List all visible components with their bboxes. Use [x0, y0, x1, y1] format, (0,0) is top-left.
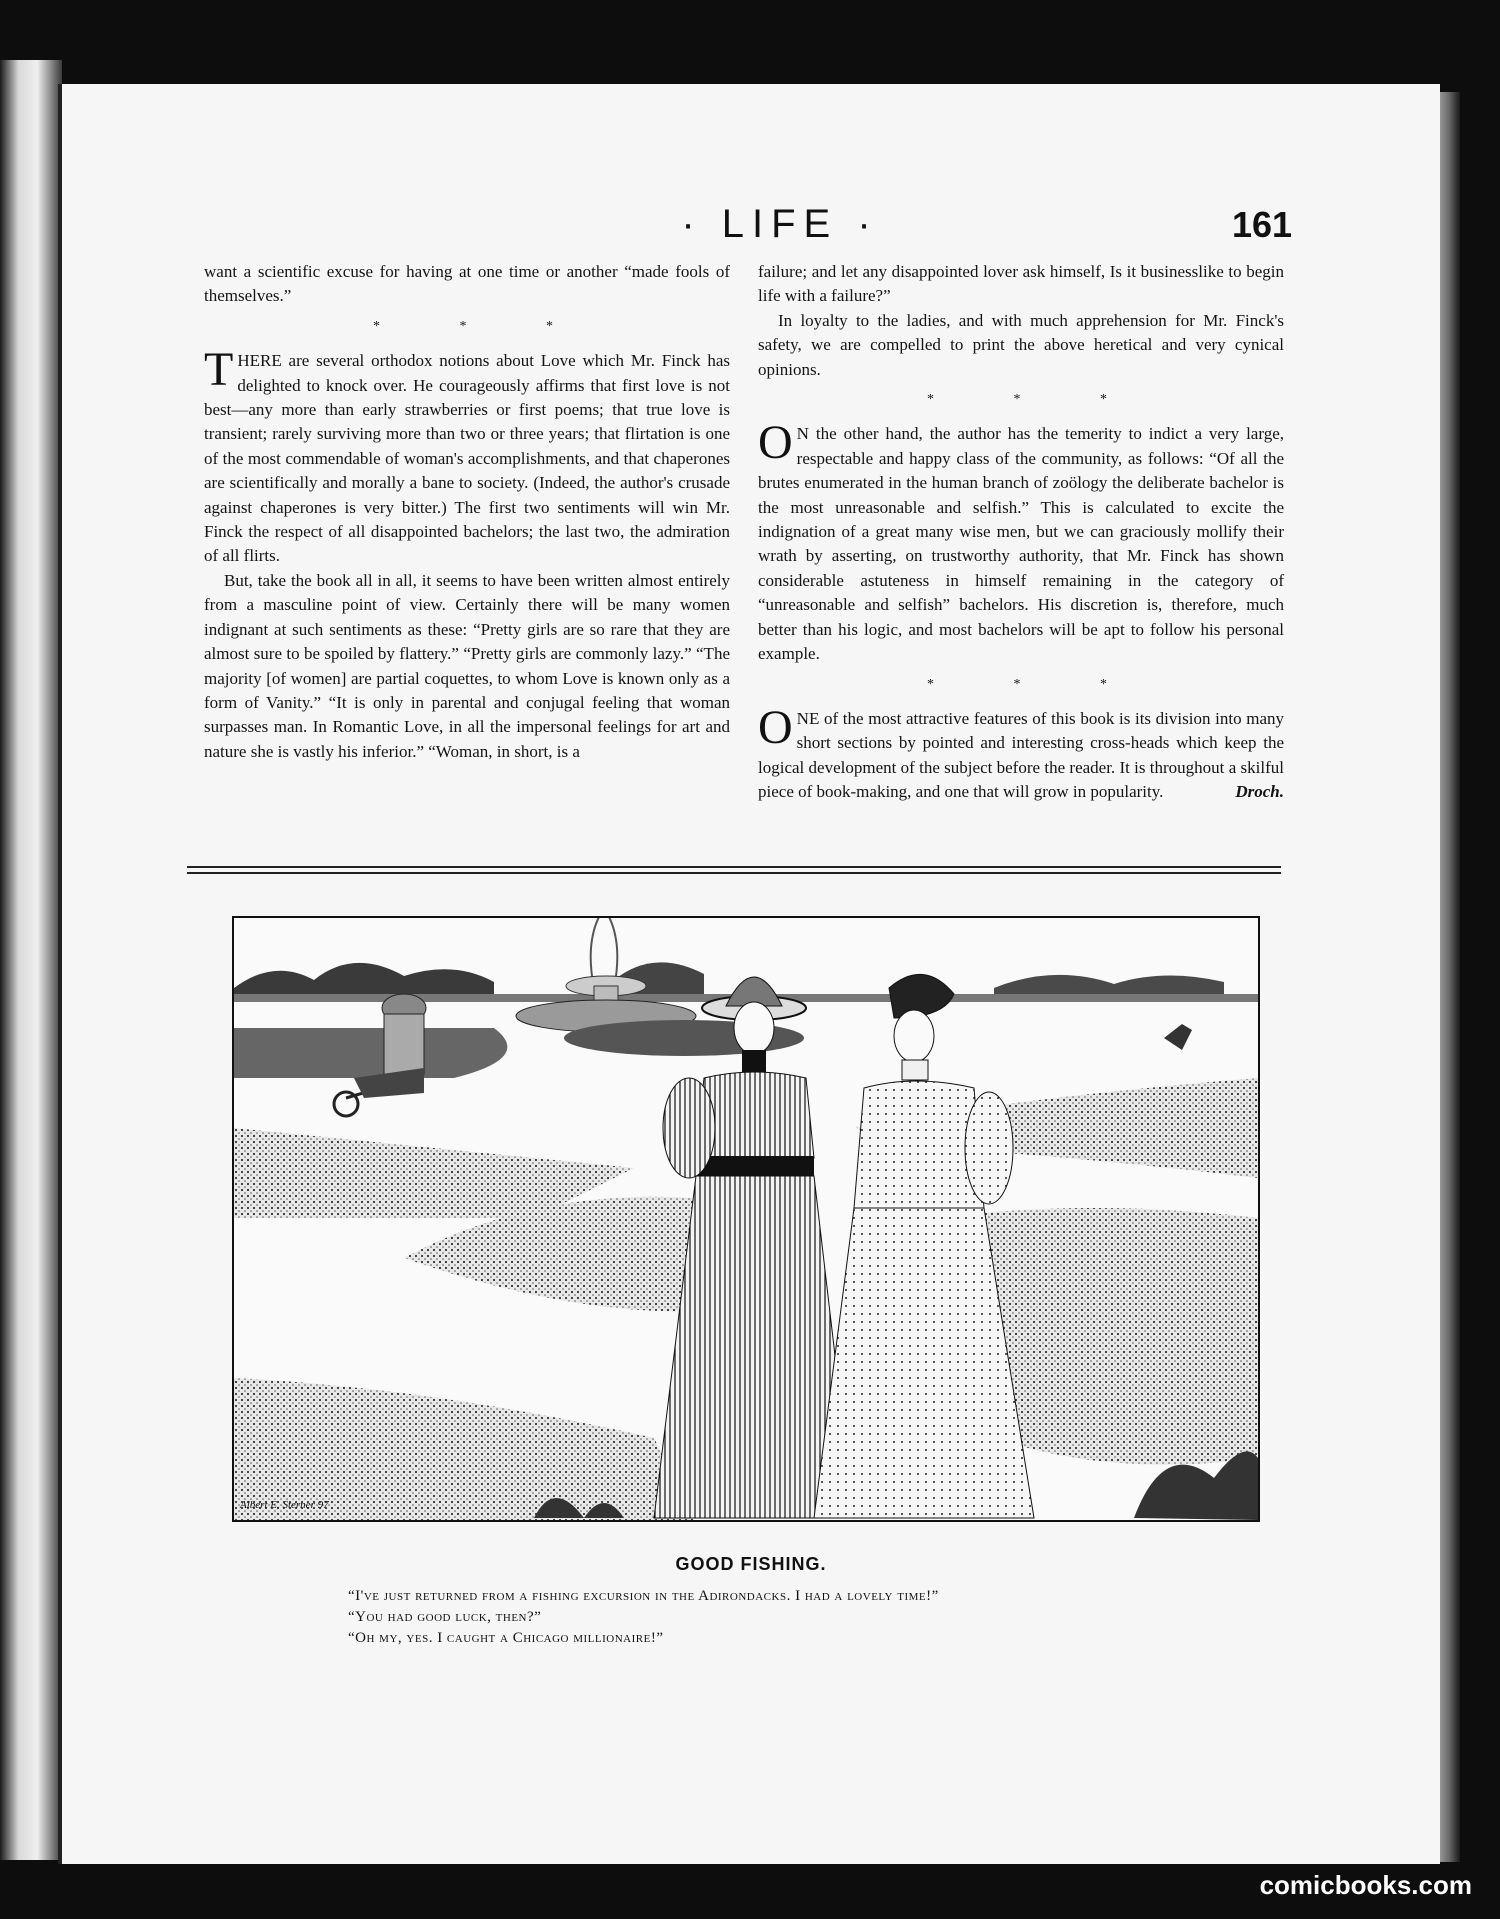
paragraph: In loyalty to the ladies, and with much apprehension for Mr. Finck's safety, we are compelled to print the above heretical and very cynical opinions. [758, 310, 1284, 379]
paragraph-text: NE of the most attractive features of this book is its division into many short sections by pointed and interesting cross-heads which keep the logical development of the subject before the reader. It is throughout a skilful piece of book-making, and one that will grow in popularity. [758, 708, 1284, 802]
magazine-page [58, 84, 1440, 1864]
section-dots: * * * [373, 318, 591, 334]
dialogue-line: “I've just returned from a fishing excursion in the Adirondacks. I had a lovely time!” [348, 1588, 939, 1604]
author-signature: Droch. [1235, 782, 1284, 802]
site-watermark: comicbooks.com [1259, 1870, 1472, 1900]
left-column [204, 260, 730, 764]
double-rule-top [187, 866, 1281, 868]
section-dots: * * * [927, 392, 1145, 408]
page-header [62, 202, 1440, 262]
paragraph: want a scientific excuse for having at one time or another “made fools of themselves.” [204, 262, 730, 306]
cartoon-dialogue [348, 1586, 1248, 1649]
paragraph-text: N the other hand, the author has the temerity to indict a very large, respectable and happy class of the community, as follows: “Of all the brutes enumerated in the human branch of zoölogy the deliberate bachelor is the most unreasonable and selfish.” This is calculated to excite the indignation of a great many wise men, but we can graciously mollify their wrath by asserting, on trustworthy authority, that Mr. Finck has shown considerable astuteness in himself remaining in the category of “unreasonable and selfish” bachelors. His discretion is, therefore, much better than his logic, and most bachelors will be apt to follow his personal example. [758, 424, 1284, 664]
paragraph [758, 416, 1284, 666]
dialogue-line: “You had good luck, then?” [348, 1609, 542, 1625]
artist-signature: Albert E. Sterner 97 [240, 1499, 329, 1511]
dialogue-line: “Oh my, yes. I caught a Chicago millionaire!” [348, 1630, 664, 1646]
paragraph: But, take the book all in all, it seems to have been written almost entirely from a masculine point of view. Certainly there will be many women indignant at such sentiments as these: “Pretty girls are so rare that they are almost sure to be spoiled by flattery.” “Pretty girls are commonly lazy.” “The majority [of women] are partial coquettes, to whom Love is known only as a form of Vanity.” “It is only in parental and conjugal feeling that woman surpasses man. In Romantic Love, in all the impersonal feelings for art and nature she is vastly his inferior.” “Woman, in short, is a [204, 570, 730, 761]
paragraph: failure; and let any disappointed lover ask himself, Is it businesslike to begin life with a failure?” [758, 262, 1284, 306]
paragraph [204, 343, 730, 569]
garden-scene-drawing [234, 918, 1258, 1520]
right-column [758, 260, 1284, 805]
lawn-left-top [234, 1028, 507, 1078]
paragraph-text: HERE are several orthodox notions about Love which Mr. Finck has delighted to knock over. He courageously affirms that first love is not best—any more than early strawberries or first poems; that true love is transient; rarely surviving more than two or three years; that flirtation is one of the most commendable of woman's accomplishments, and that chaperones are scientifically and morally a bane to society. (Indeed, the author's crusade against chaperones is very bitter.) The first two sentiments will win Mr. Finck the respect of all disappointed bachelors; the last two, the admiration of all flirts. [204, 351, 730, 566]
drop-cap: O [758, 700, 793, 754]
page-number: 161 [1232, 204, 1293, 245]
masthead: · LIFE · [681, 202, 879, 246]
double-rule-bottom [187, 872, 1281, 874]
paragraph [758, 700, 1284, 805]
cartoon-title: GOOD FISHING. [675, 1554, 827, 1574]
section-dots: * * * [927, 676, 1145, 692]
book-binding [0, 60, 62, 1860]
cartoon-illustration [232, 916, 1260, 1522]
drop-cap: T [204, 343, 234, 397]
drop-cap: O [758, 416, 793, 470]
